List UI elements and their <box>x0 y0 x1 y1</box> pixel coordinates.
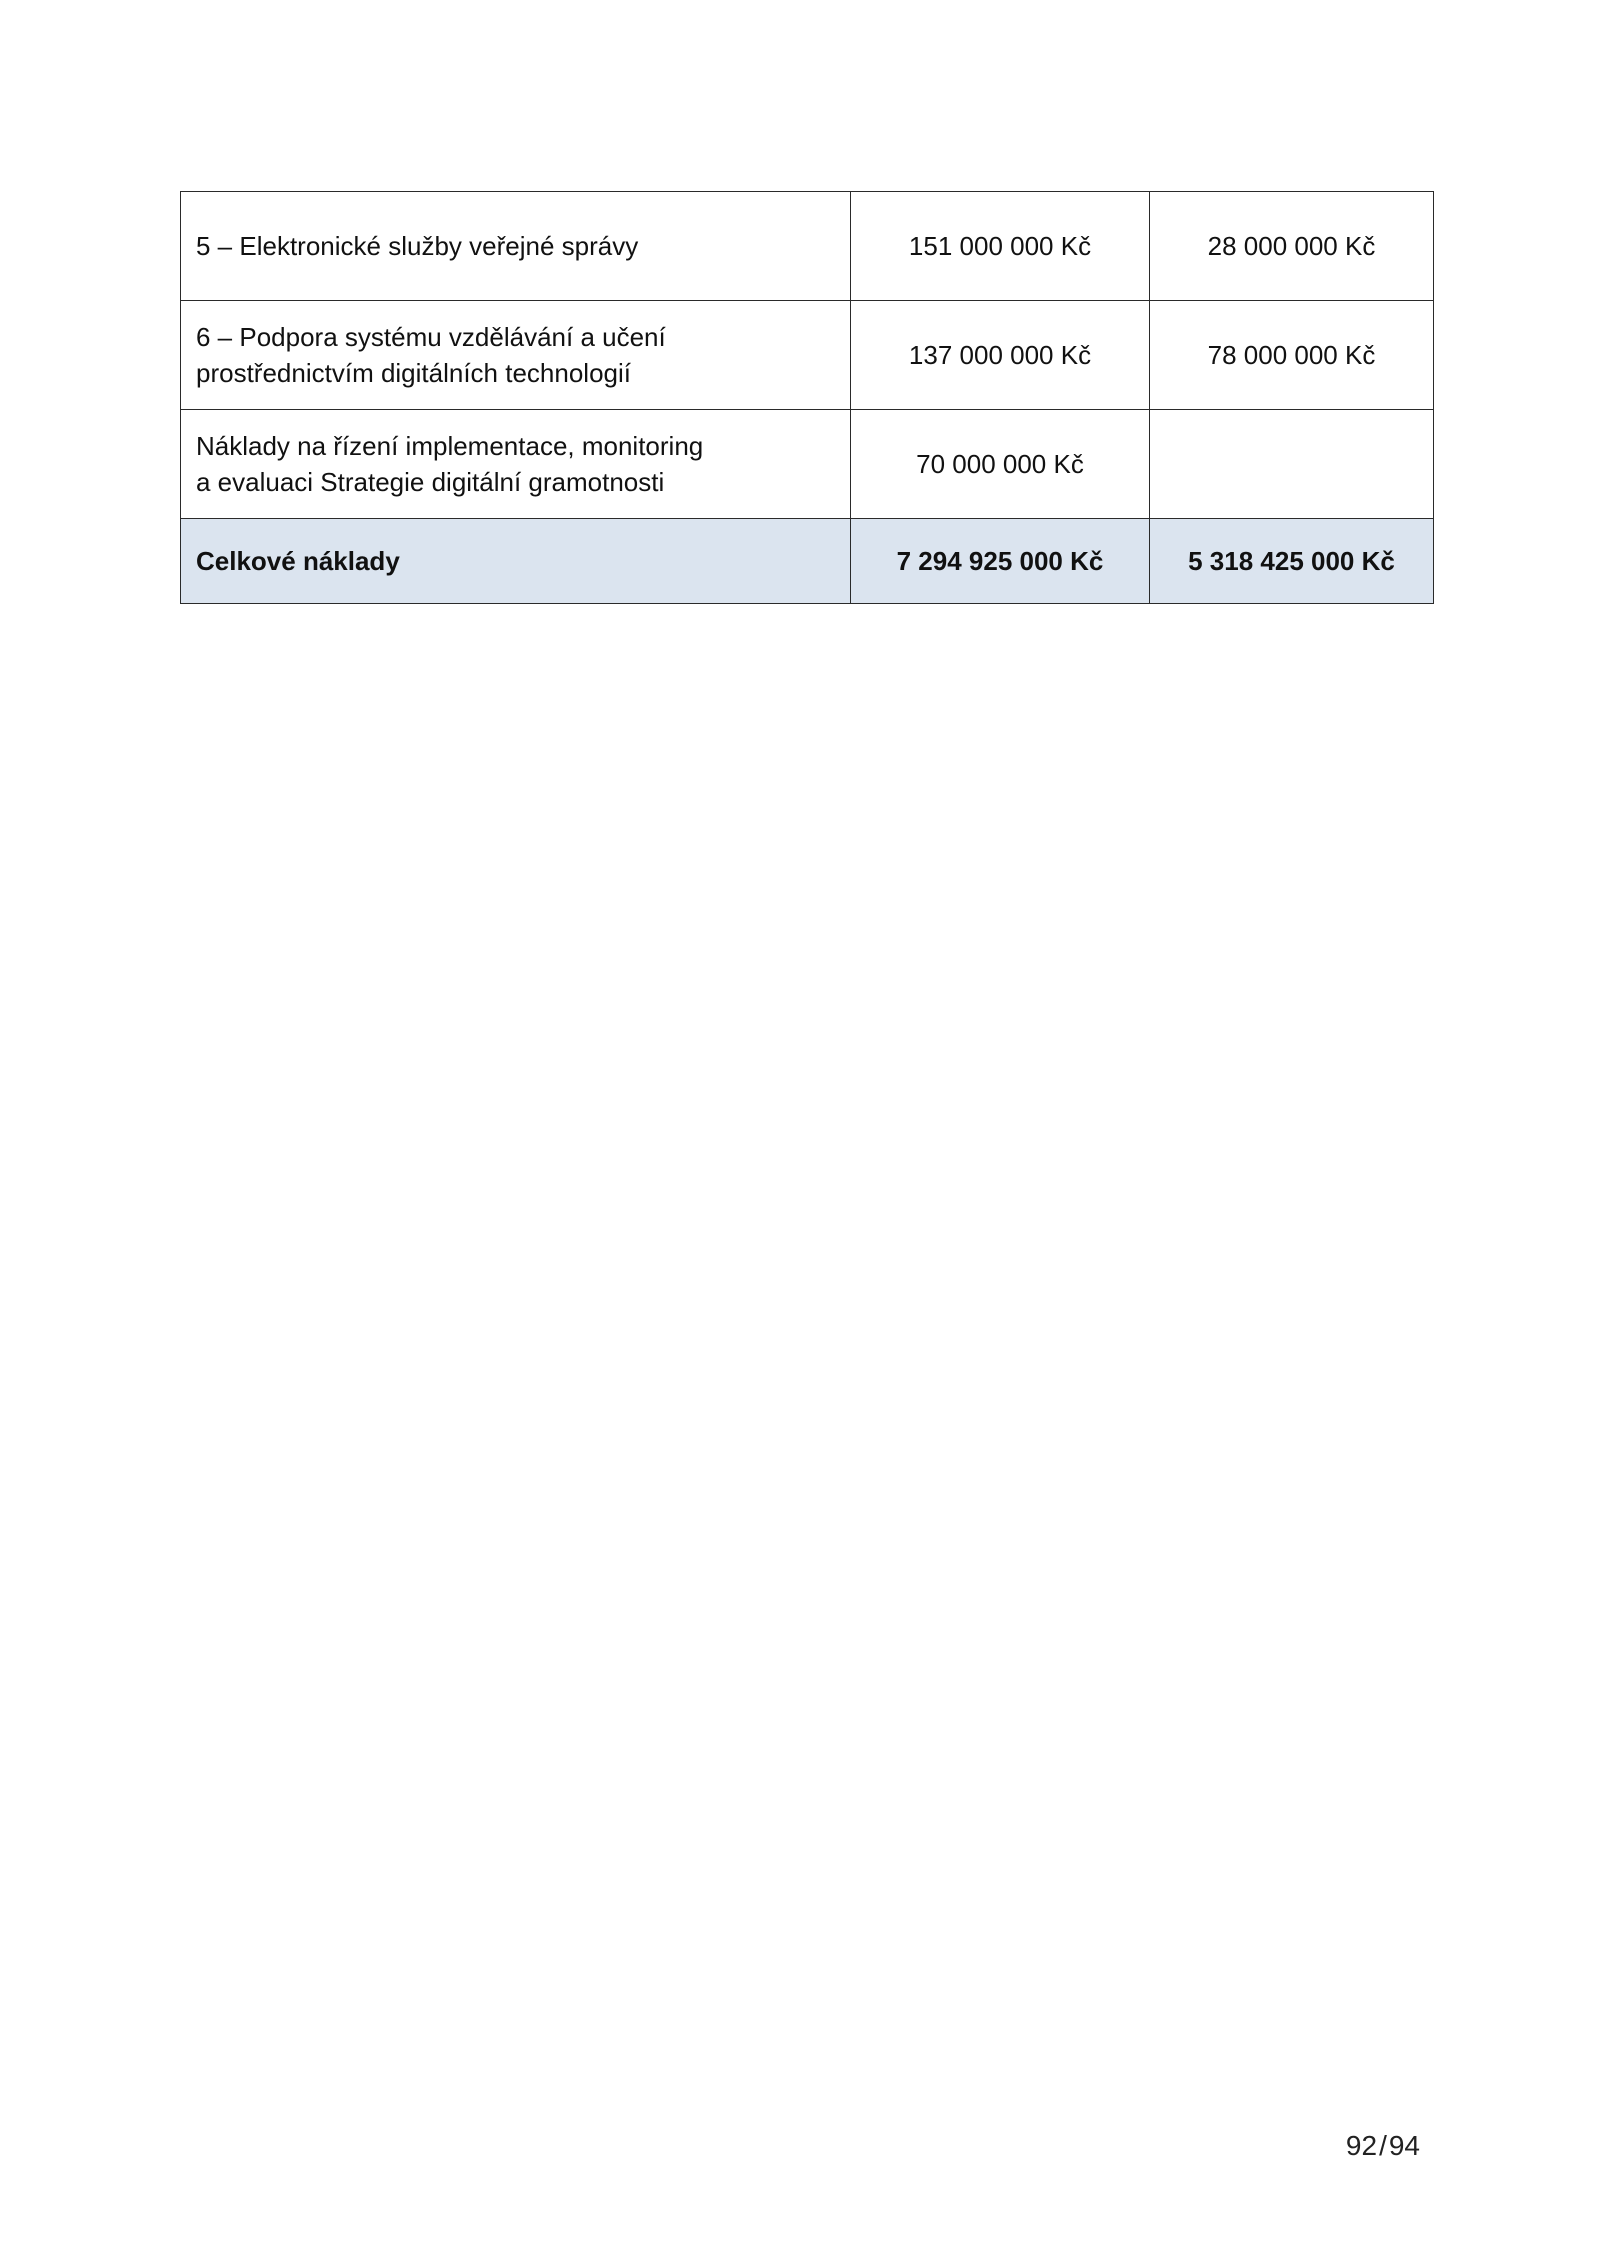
value-cell-1: 70 000 000 Kč <box>851 410 1150 519</box>
row-label-line: 5 – Elektronické služby veřejné správy <box>196 231 639 261</box>
cost-table <box>180 191 1434 604</box>
row-label-cell <box>181 192 851 301</box>
total-value-cell-2: 5 318 425 000 Kč <box>1150 519 1434 604</box>
total-value-cell-1: 7 294 925 000 Kč <box>851 519 1150 604</box>
row-label-line: 6 – Podpora systému vzdělávání a učení <box>196 322 666 352</box>
value-cell-2 <box>1150 410 1434 519</box>
row-label-line: Náklady na řízení implementace, monitoring <box>196 431 704 461</box>
total-label-cell: Celkové náklady <box>181 519 851 604</box>
value-cell-1: 137 000 000 Kč <box>851 301 1150 410</box>
page-number-current: 92 <box>1345 2130 1378 2161</box>
table-row <box>181 301 1434 410</box>
value-cell-1: 151 000 000 Kč <box>851 192 1150 301</box>
page-number-total: 94 <box>1388 2130 1420 2161</box>
value-cell-2: 28 000 000 Kč <box>1150 192 1434 301</box>
row-label-cell <box>181 410 851 519</box>
row-label-cell <box>181 301 851 410</box>
total-row <box>181 519 1434 604</box>
page-number-separator: / <box>1379 2130 1387 2161</box>
row-label-line: prostřednictvím digitálních technologií <box>196 358 632 388</box>
page-number <box>1300 2128 1420 2164</box>
table-row <box>181 410 1434 519</box>
value-cell-2: 78 000 000 Kč <box>1150 301 1434 410</box>
table-row <box>181 192 1434 301</box>
row-label-line: a evaluaci Strategie digitální gramotnosti <box>196 467 665 497</box>
